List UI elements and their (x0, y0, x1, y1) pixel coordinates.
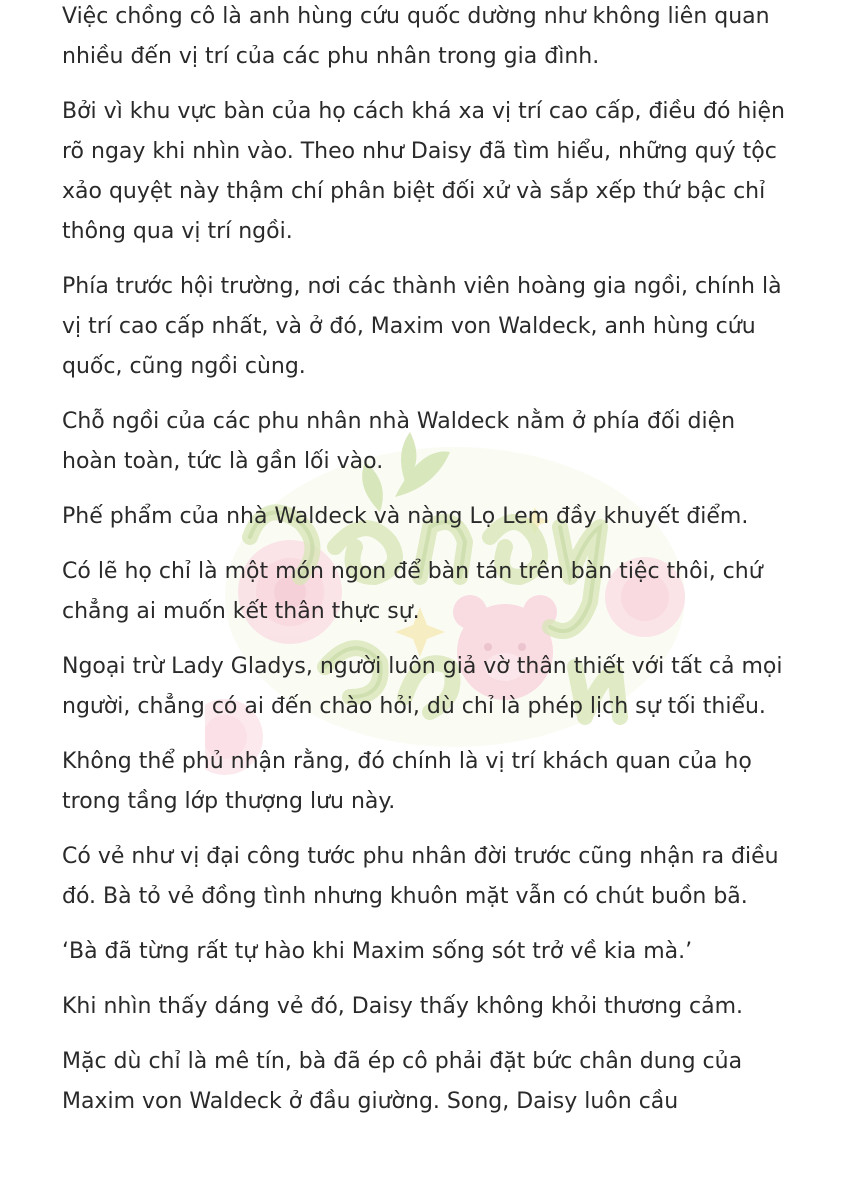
paragraph: Phía trước hội trường, nơi các thành viên hoàng gia ngồi, chính là vị trí cao cấp nhất, và ở đó, Maxim von Waldeck, anh hùng cứu quốc, cũng ngồi cùng. (62, 274, 782, 379)
paragraph: Chỗ ngồi của các phu nhân nhà Waldeck nằm ở phía đối diện hoàn toàn, tức là gần lối vào. (62, 409, 736, 474)
paragraph: Phế phẩm của nhà Waldeck và nàng Lọ Lem đầy khuyết điểm. (62, 504, 749, 529)
paragraph: ‘Bà đã từng rất tự hào khi Maxim sống sót trở về kia mà.’ (62, 939, 693, 964)
paragraph: Có vẻ như vị đại công tước phu nhân đời trước cũng nhận ra điều đó. Bà tỏ vẻ đồng tình nhưng khuôn mặt vẫn có chút buồn bã. (62, 844, 779, 909)
paragraph: Khi nhìn thấy dáng vẻ đó, Daisy thấy không khỏi thương cảm. (62, 994, 744, 1019)
paragraph: Có lẽ họ chỉ là một món ngon để bàn tán trên bàn tiệc thôi, chứ chẳng ai muốn kết thân thực sự. (62, 559, 763, 624)
paragraph: Việc chồng cô là anh hùng cứu quốc dường như không liên quan nhiều đến vị trí của các phu nhân trong gia đình. (62, 4, 770, 69)
paragraph: Mặc dù chỉ là mê tín, bà đã ép cô phải đặt bức chân dung của Maxim von Waldeck ở đầu giường. Song, Daisy luôn cầu (62, 1049, 743, 1114)
paragraph: Không thể phủ nhận rằng, đó chính là vị trí khách quan của họ trong tầng lớp thượng lưu này. (62, 749, 752, 814)
paragraph: Bởi vì khu vực bàn của họ cách khá xa vị trí cao cấp, điều đó hiện rõ ngay khi nhìn vào. Theo như Daisy đã tìm hiểu, những quý tộc xảo quyệt này thậm chí phân biệt đối xử và sắp xếp thứ bậc chỉ thông qua vị trí ngồi. (62, 99, 785, 244)
paragraph: Ngoại trừ Lady Gladys, người luôn giả vờ thân thiết với tất cả mọi người, chẳng có ai đến chào hỏi, dù chỉ là phép lịch sự tối thiểu. (62, 654, 783, 719)
